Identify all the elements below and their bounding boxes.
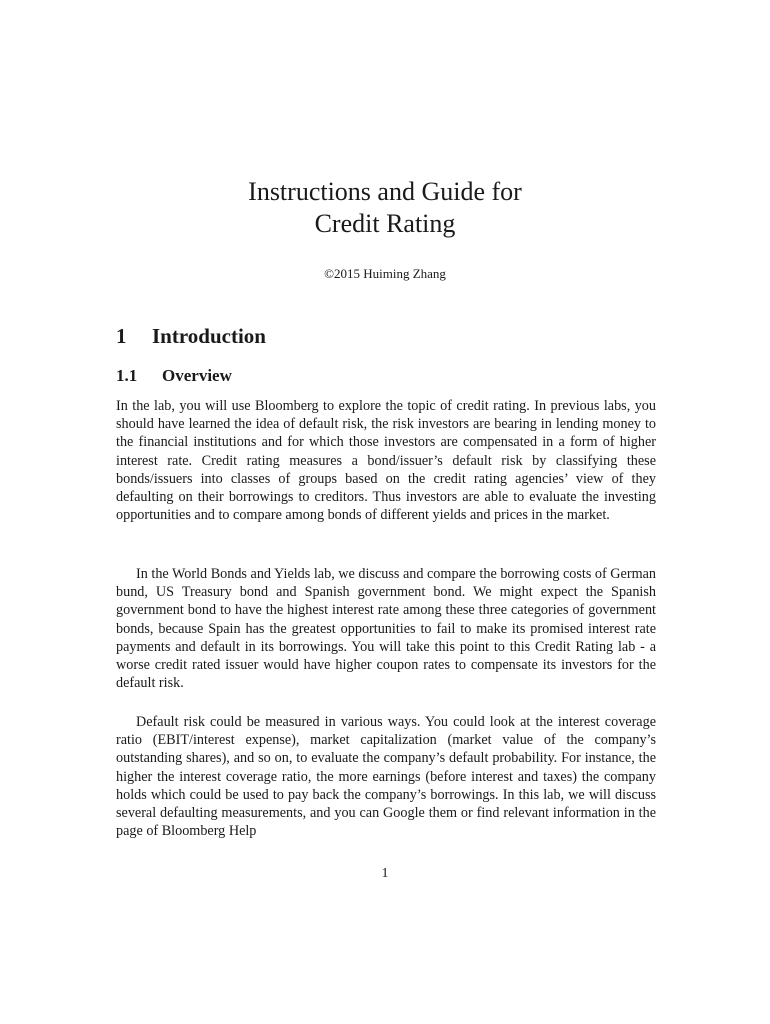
document-title [0,176,770,240]
subsection-number: 1.1 [116,366,138,385]
title-line-1: Instructions and Guide for [248,177,522,206]
section-title: Introduction [152,324,266,348]
title-line-2: Credit Rating [314,209,456,238]
subsection-title: Overview [162,366,232,385]
section-heading [116,322,266,350]
page-number: 1 [381,866,389,881]
paragraph-2: In the World Bonds and Yields lab, we discuss and compare the borrowing costs of German bund, US Treasury bond and Spanish government bond. We might expect the Spanish government bond to have the highest interest rate among these three categories of government bonds, because Spain has the greatest opportunities to fail to make its promised interest rate payments and default in its borrowings. You will take this point to this Credit Rating lab - a worse credit rated issuer would have higher coupon rates to compensate its investors for the default risk. [116,566,656,692]
author-copyright: ©2015 Huiming Zhang [324,266,446,281]
paragraph-1: In the lab, you will use Bloomberg to explore the topic of credit rating. In previous labs, you should have learned the idea of default risk, the risk investors are bearing in lending money to the financial institutions and for which those investors are compensated in a form of higher interest rate. Credit rating measures a bond/issuer’s default risk by classifying these bonds/issuers into classes of groups based on the credit rating agencies’ view of they defaulting on their borrowings to creditors. Thus investors are able to evaluate the investing opportunities and to compare among bonds of different yields and prices in the market. [116,398,656,524]
section-number: 1 [116,324,127,348]
paragraph-3: Default risk could be measured in various ways. You could look at the interest coverage ratio (EBIT/interest expense), market capitalization (market value of the company’s outstanding shares), and so on, to evaluate the company’s default probability. For instance, the higher the interest coverage ratio, the more earnings (before interest and taxes) the company holds which could be used to pay back the company’s borrowings. In this lab, we will discuss several defaulting measurements, and you can Google them or find relevant information in the page of Bloomberg Help [116,714,656,840]
subsection-heading [116,364,232,388]
